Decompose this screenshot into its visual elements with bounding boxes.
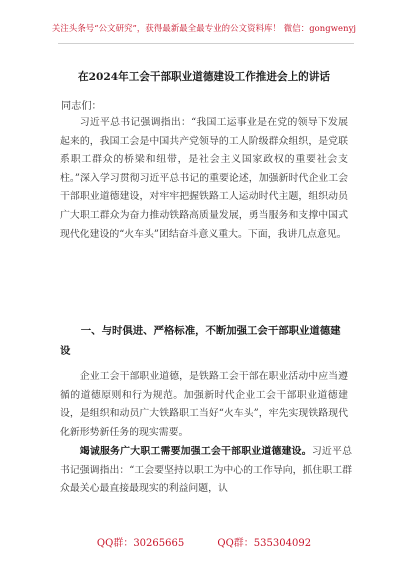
paragraph-lead-sentence: 竭诚服务广大职工需要加强工会干部职业道德建设。 bbox=[79, 446, 312, 457]
header-divider bbox=[58, 43, 354, 44]
body-paragraph bbox=[60, 443, 352, 499]
page-footer bbox=[0, 534, 408, 549]
section-heading: 一、与时俱进、严格标准，不断加强工会干部职业道德建设 bbox=[60, 325, 341, 357]
qq-group-2: QQ群：535304092 bbox=[217, 538, 312, 549]
qq-group-1: QQ群：30265665 bbox=[96, 538, 185, 549]
body-paragraph: 企业工会干部职业道德，是铁路工会干部在职业活动中应当遵循的道德原则和行为规范。加强新时代企业工会干部职业道德建设，是组织和动员广大铁路职工当好“火车头”，牢先实现铁路现代化新形势新任务的现实需要。 bbox=[60, 371, 348, 438]
salutation: 同志们： bbox=[61, 101, 102, 112]
document-title: 在2024年工会干部职业道德建设工作推进会上的讲话 bbox=[78, 71, 330, 83]
body-paragraph: 习近平总书记强调指出：“我国工运事业是在党的领导下发展起来的，我国工会是中国共产党领导的工人阶级群众组织，是党联系职工群众的桥梁和纽带，是社会主义国家政权的重要社会支柱。”深入学习贯彻习近平总书记的重要论述，加强新时代企业工会干部职业道德建设，对牢牢把握铁路工人运动时代主题，组织动员广大职工群众为奋力推动铁路高质量发展，勇当服务和支撑中国式现代化建设的“火车头”团结奋斗意义重大。下面，我讲几点意见。 bbox=[60, 117, 348, 240]
promo-banner: 关注头条号“公文研究”，获得最新最全最专业的公文资料库！ 微信：gongwenyj bbox=[51, 23, 357, 33]
paragraph-body-text: 习近平总书记强调指出：“工会要坚持以职工为中心的工作导向，抓住职工群众最关心最直接最现实的利益问题，认 bbox=[60, 446, 352, 495]
